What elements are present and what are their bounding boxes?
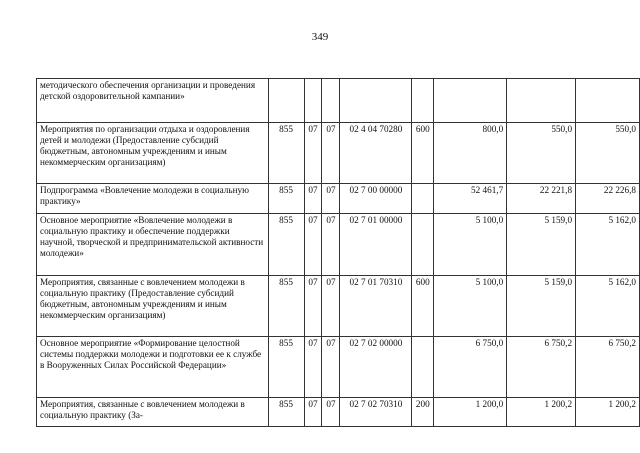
row-amount-3: 22 226,8 [576,184,640,214]
row-name: Мероприятия, связанные с вовлечением молодежи в социальную практику (Предоставление субсидий бюджетным, автономным учреждениям и иным некоммерческим организациям) [37,276,269,337]
row-expense-type [412,337,434,398]
row-section: 07 [304,276,322,337]
row-expense-type: 200 [412,398,434,427]
row-name: Подпрограмма «Вовлечение молодежи в социальную практику» [37,184,269,214]
row-expense-type: 600 [412,123,434,184]
row-target-article: 02 7 01 70310 [340,276,412,337]
row-target-article: 02 7 01 00000 [340,214,412,276]
row-grbs: 855 [268,337,304,398]
row-amount-1: 6 750,0 [434,337,507,398]
row-subsection: 07 [322,337,340,398]
row-name: Основное мероприятие «Вовлечение молодежи в социальную практику и обеспечение поддержки научной, творческой и предпринимательской активности молодежи» [37,214,269,276]
row-amount-3: 5 162,0 [576,276,640,337]
row-grbs: 855 [268,276,304,337]
row-target-article: 02 7 02 70310 [340,398,412,427]
row-subsection: 07 [322,214,340,276]
row-name: Мероприятия по организации отдыха и оздоровления детей и молодежи (Предоставление субсидий бюджетным, автономным учреждениям и иным некоммерческим организациям) [37,123,269,184]
budget-table [36,78,640,427]
row-section [304,79,322,123]
row-amount-1: 5 100,0 [434,214,507,276]
row-grbs: 855 [268,184,304,214]
row-amount-2: 5 159,0 [507,276,576,337]
row-amount-2: 6 750,2 [507,337,576,398]
table-row [37,398,640,427]
row-subsection [322,79,340,123]
table-row [37,337,640,398]
row-target-article [340,79,412,123]
row-section: 07 [304,184,322,214]
row-amount-2: 5 159,0 [507,214,576,276]
row-amount-1: 1 200,0 [434,398,507,427]
row-expense-type [412,79,434,123]
row-amount-2: 550,0 [507,123,576,184]
row-name: методического обеспечения организации и проведения детской оздоровительной кампании» [37,79,269,123]
row-expense-type [412,184,434,214]
row-grbs: 855 [268,398,304,427]
row-section: 07 [304,123,322,184]
row-subsection: 07 [322,184,340,214]
row-expense-type [412,214,434,276]
row-subsection: 07 [322,123,340,184]
table-row [37,79,640,123]
row-grbs: 855 [268,123,304,184]
page-number: 349 [311,31,329,43]
row-amount-3 [576,79,640,123]
row-grbs [268,79,304,123]
row-subsection: 07 [322,398,340,427]
row-section: 07 [304,214,322,276]
row-amount-3: 550,0 [576,123,640,184]
row-name: Основное мероприятие «Формирование целостной системы поддержки молодежи и подготовки ее к службе в Вооруженных Силах Российской Федерации» [37,337,269,398]
row-amount-3: 1 200,2 [576,398,640,427]
row-amount-1: 52 461,7 [434,184,507,214]
table-row [37,123,640,184]
table-row [37,276,640,337]
row-amount-2: 22 221,8 [507,184,576,214]
row-grbs: 855 [268,214,304,276]
row-amount-2: 1 200,2 [507,398,576,427]
row-target-article: 02 7 00 00000 [340,184,412,214]
row-amount-2 [507,79,576,123]
row-expense-type: 600 [412,276,434,337]
row-amount-1: 800,0 [434,123,507,184]
row-amount-3: 5 162,0 [576,214,640,276]
row-subsection: 07 [322,276,340,337]
row-target-article: 02 4 04 70280 [340,123,412,184]
row-amount-1 [434,79,507,123]
row-amount-1: 5 100,0 [434,276,507,337]
row-target-article: 02 7 02 00000 [340,337,412,398]
row-section: 07 [304,398,322,427]
row-section: 07 [304,337,322,398]
row-amount-3: 6 750,2 [576,337,640,398]
table-row [37,184,640,214]
table-row [37,214,640,276]
row-name: Мероприятия, связанные с вовлечением молодежи в социальную практику (За- [37,398,269,427]
